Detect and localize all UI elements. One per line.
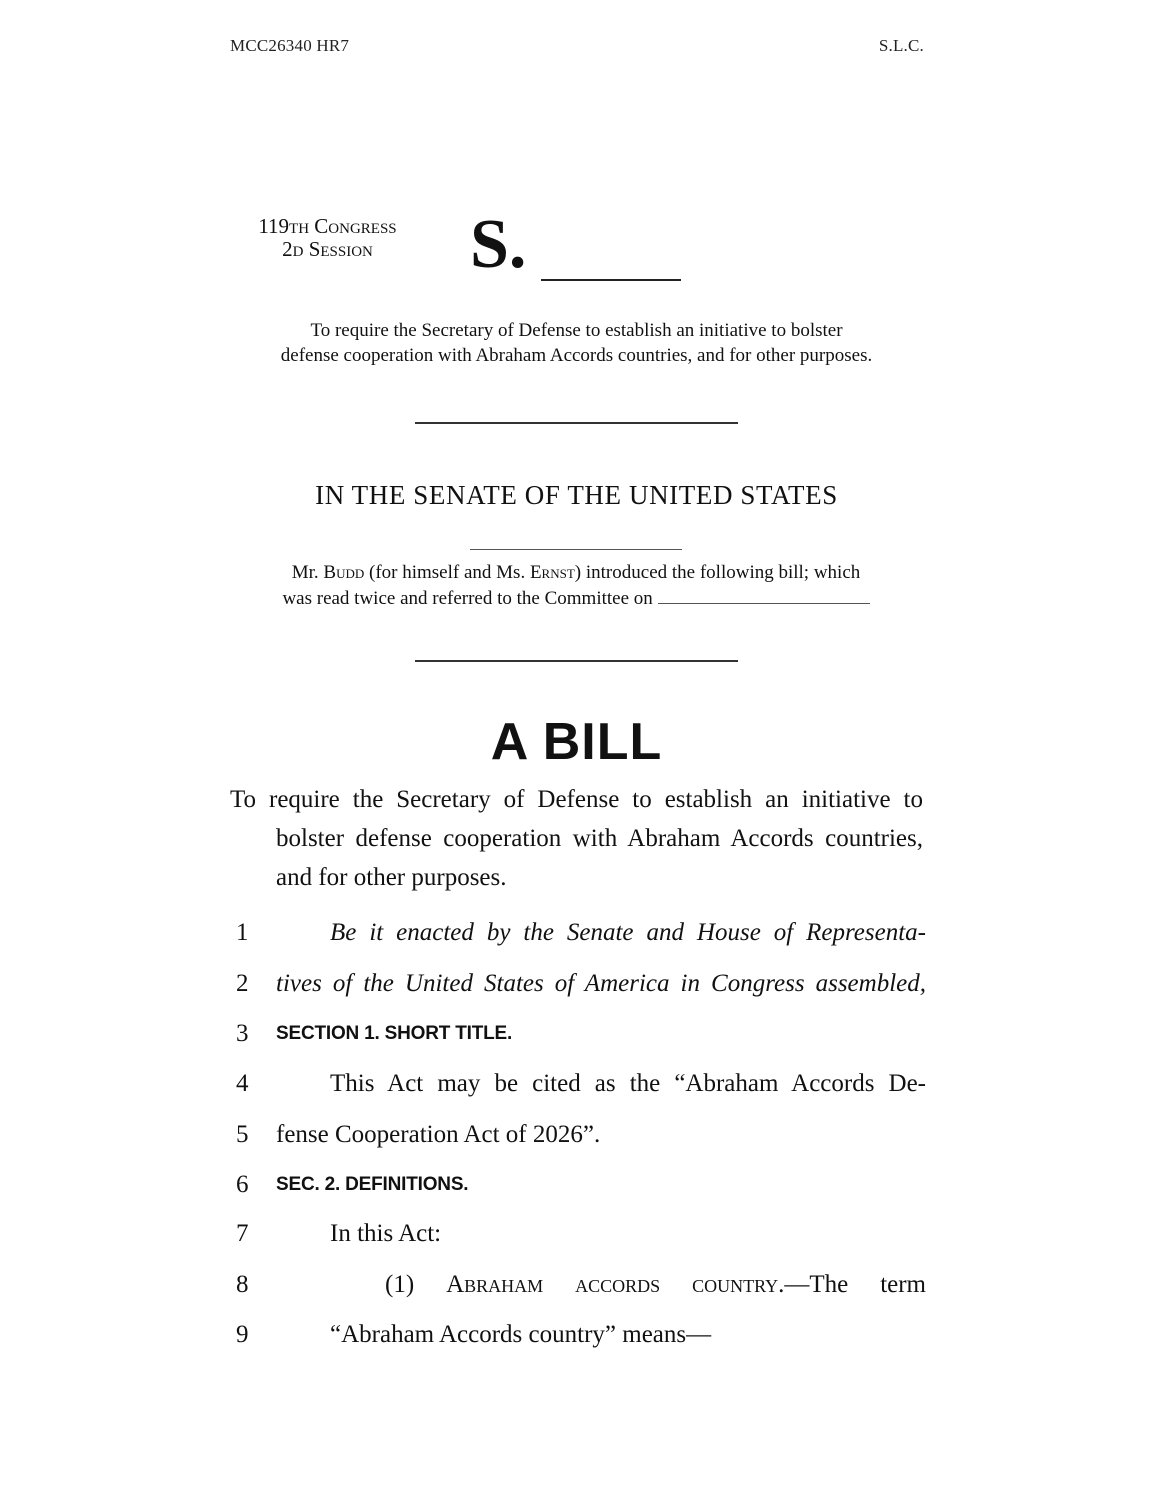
line-number: 4 xyxy=(236,1070,249,1097)
line-number: 5 xyxy=(236,1121,249,1148)
congress-session-block xyxy=(230,215,425,261)
session-number: 2d Session xyxy=(282,237,373,261)
line-number: 7 xyxy=(236,1220,249,1247)
bill-line xyxy=(236,1268,926,1302)
bill-line xyxy=(236,916,926,950)
committee-blank xyxy=(658,602,870,604)
sponsor-title: Mr. xyxy=(291,562,324,583)
line-number: 6 xyxy=(236,1171,249,1198)
intro-suffix: ) introduced the following bill; which xyxy=(574,562,861,583)
bill-line xyxy=(236,1017,926,1051)
intro-middle: (for himself and Ms. xyxy=(364,562,530,583)
enacting-clause: Be it enacted by the Senate and House of Representa- xyxy=(330,919,926,946)
bill-number-blank xyxy=(541,279,681,281)
bill-line xyxy=(236,967,926,1001)
definition-paragraph xyxy=(385,1268,926,1302)
bill-text: This Act may be cited as the “Abraham Accords De- xyxy=(330,1070,926,1097)
introduction-statement xyxy=(236,560,916,612)
chamber-heading: IN THE SENATE OF THE UNITED STATES xyxy=(315,480,838,510)
bill-line xyxy=(236,1067,926,1101)
paragraph-enum: (1) xyxy=(385,1271,447,1298)
introduction-line-1 xyxy=(236,560,916,586)
committee-referral: was read twice and referred to the Committee on xyxy=(282,588,658,609)
bill-text: “Abraham Accords country” means— xyxy=(330,1321,712,1348)
enacting-clause: tives of the United States of America in Congress assembled, xyxy=(276,970,926,997)
congress-number: 119th Congress xyxy=(258,214,397,238)
section-heading: SECTION 1. SHORT TITLE. xyxy=(276,1023,513,1044)
line-number: 3 xyxy=(236,1020,249,1047)
bill-line xyxy=(236,1318,926,1352)
bill-line xyxy=(236,1217,926,1251)
office-code: S.L.C. xyxy=(878,36,924,55)
bill-prefix: S. xyxy=(470,206,527,283)
line-number: 8 xyxy=(236,1271,249,1298)
line-number: 9 xyxy=(236,1321,249,1348)
line-number: 2 xyxy=(236,970,249,997)
bill-text: In this Act: xyxy=(330,1220,442,1247)
long-title-text: To require the Secretary of Defense to establish an initiative to bolster defense cooperation with Abraham Accords countries, and for other purposes. xyxy=(230,786,923,891)
short-description-line-2: defense cooperation with Abraham Accords countries, and for other purposes. xyxy=(280,345,873,366)
line-number: 1 xyxy=(236,919,249,946)
short-description xyxy=(230,318,923,368)
sponsor-name: Budd xyxy=(323,562,365,583)
divider xyxy=(415,422,738,424)
bill-line xyxy=(236,1168,926,1202)
bill-heading: A BILL xyxy=(490,713,663,771)
section-heading: SEC. 2. DEFINITIONS. xyxy=(276,1174,469,1195)
divider-thin xyxy=(470,549,682,550)
bill-text: fense Cooperation Act of 2026”. xyxy=(276,1121,601,1148)
divider xyxy=(415,660,738,662)
introduction-line-2 xyxy=(236,586,916,612)
short-description-line-1: To require the Secretary of Defense to establish an initiative to bolster xyxy=(310,320,843,341)
definition-lead: .—The term xyxy=(778,1271,927,1298)
long-title xyxy=(230,780,923,897)
defined-term-heading: Abraham accords country xyxy=(446,1271,779,1298)
bill-line xyxy=(236,1118,926,1152)
document-id: MCC26340 HR7 xyxy=(230,36,350,55)
cosponsor-name: Ernst xyxy=(529,562,575,583)
